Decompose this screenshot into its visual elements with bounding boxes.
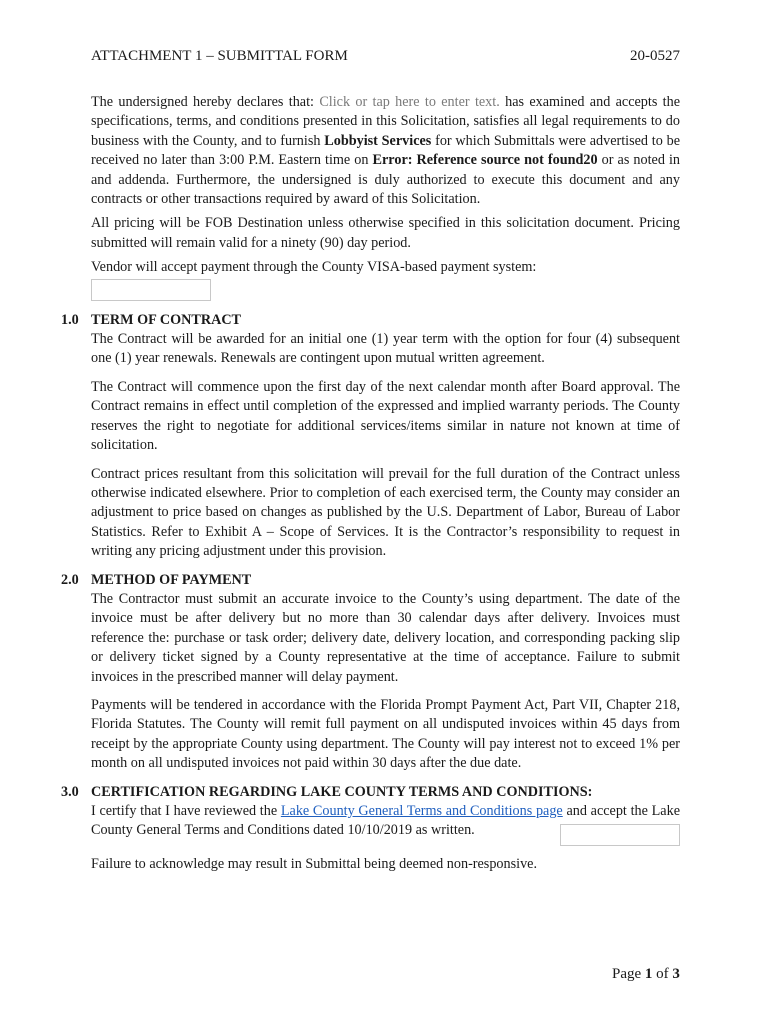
of-word: of [656, 966, 669, 982]
section-paragraph: Payments will be tendered in accordance with the Florida Prompt Payment Act, Part VII, Chapter 218, Florida Statutes. The County will remit full payment on all undisputed invoices within 45 days from receipt by the appropriate County using department. The County will pay interest not to exceed 1% per month on all undisputed invoices not paid within 30 days after the due date. [91, 696, 680, 772]
section-title: METHOD OF PAYMENT [91, 571, 252, 588]
declaration-paragraph [91, 93, 680, 209]
section-title: TERM OF CONTRACT [91, 311, 242, 328]
pricing-paragraph: All pricing will be FOB Destination unless otherwise specified in this solicitation document. Pricing submitted will remain valid for a ninety (90) day period. [91, 215, 680, 251]
section-number: 1.0 [61, 311, 79, 328]
current-page: 1 [644, 966, 653, 982]
reference-error-text: Error: Reference source not found20 [372, 152, 598, 169]
page-number [612, 966, 680, 983]
certification-text-a: I certify that I have reviewed the [91, 803, 278, 819]
page-header [91, 46, 680, 66]
section-heading [61, 311, 680, 330]
section-paragraph: Contract prices resultant from this solicitation will prevail for the full duration of the Contract unless otherwise indicated elsewhere. Prior to completion of each exercised term, the County may consider an adjustment to price based on changes as published by the U.S. Department of Labor, Bureau of Labor Statistics. Refer to Exhibit A – Scope of Services. It is the Contractor’s responsibility to request in writing any pricing adjustment under this provision. [91, 465, 680, 560]
declarant-name-field[interactable]: Click or tap here to enter text. [319, 94, 500, 110]
visa-paragraph: Vendor will accept payment through the County VISA-based payment system: [91, 259, 537, 276]
declaration-text-d: or as noted in and addenda. Furthermore, the undersigned is duly authorized to execute this document and any contracts or other transactions required by award of this Solicitation. [91, 152, 681, 208]
form-title: ATTACHMENT 1 – SUBMITTAL FORM [91, 48, 348, 64]
certification-acknowledgement-field[interactable] [560, 824, 680, 846]
section-method-of-payment [61, 571, 680, 774]
terms-and-conditions-link[interactable]: Lake County General Terms and Conditions page [280, 803, 563, 819]
service-name: Lobbyist Services [324, 132, 432, 149]
certification-paragraph [91, 802, 680, 846]
visa-acceptance-field[interactable] [91, 279, 211, 301]
section-heading [61, 571, 680, 590]
declaration-text-c: for which Submittals were advertised to be received no later than 3:00 P.M. Eastern time on [91, 132, 681, 169]
section-paragraph: The Contract will be awarded for an initial one (1) year term with the option for four (4) subsequent one (1) year renewals. Renewals are contingent upon mutual written agreement. [91, 331, 680, 367]
section-paragraph: The Contractor must submit an accurate invoice to the County’s using department. The date of the invoice must be after delivery but no more than 30 calendar days after delivery. Invoices must reference the: purchase or task order; delivery date, delivery location, and corresponding packing slip or delivery ticket signed by a County representative at the time of acceptance. Failure to submit invoices in the prescribed manner will delay payment. [91, 590, 680, 685]
total-pages: 3 [672, 966, 680, 982]
section-heading [61, 783, 680, 802]
document-body [61, 93, 681, 884]
section-number: 3.0 [61, 783, 79, 800]
section-title: CERTIFICATION REGARDING LAKE COUNTY TERMS AND CONDITIONS: [91, 783, 593, 800]
declaration-text-b: has examined and accepts the specifications, terms, and conditions presented in this Solicitation, satisfies all legal requirements to do business with the County, and to furnish [91, 94, 681, 149]
declaration-text-a: The undersigned hereby declares that: [91, 94, 314, 110]
solicitation-number: 20-0527 [630, 48, 680, 64]
certification-text-b: and accept the Lake County General Terms and Conditions dated 10/10/2019 as written. [91, 803, 680, 839]
section-certification [61, 783, 680, 875]
page-word: Page [612, 966, 642, 982]
section-paragraph: The Contract will commence upon the first day of the next calendar month after Board approval. The Contract remains in effect until completion of the expressed and implied warranty periods. The County reserves the right to negotiate for additional services/items similar in nature not known at time of solicitation. [91, 378, 680, 454]
section-number: 2.0 [61, 571, 79, 588]
section-term-of-contract [61, 311, 680, 562]
non-responsive-note: Failure to acknowledge may result in Submittal being deemed non-responsive. [91, 856, 538, 873]
